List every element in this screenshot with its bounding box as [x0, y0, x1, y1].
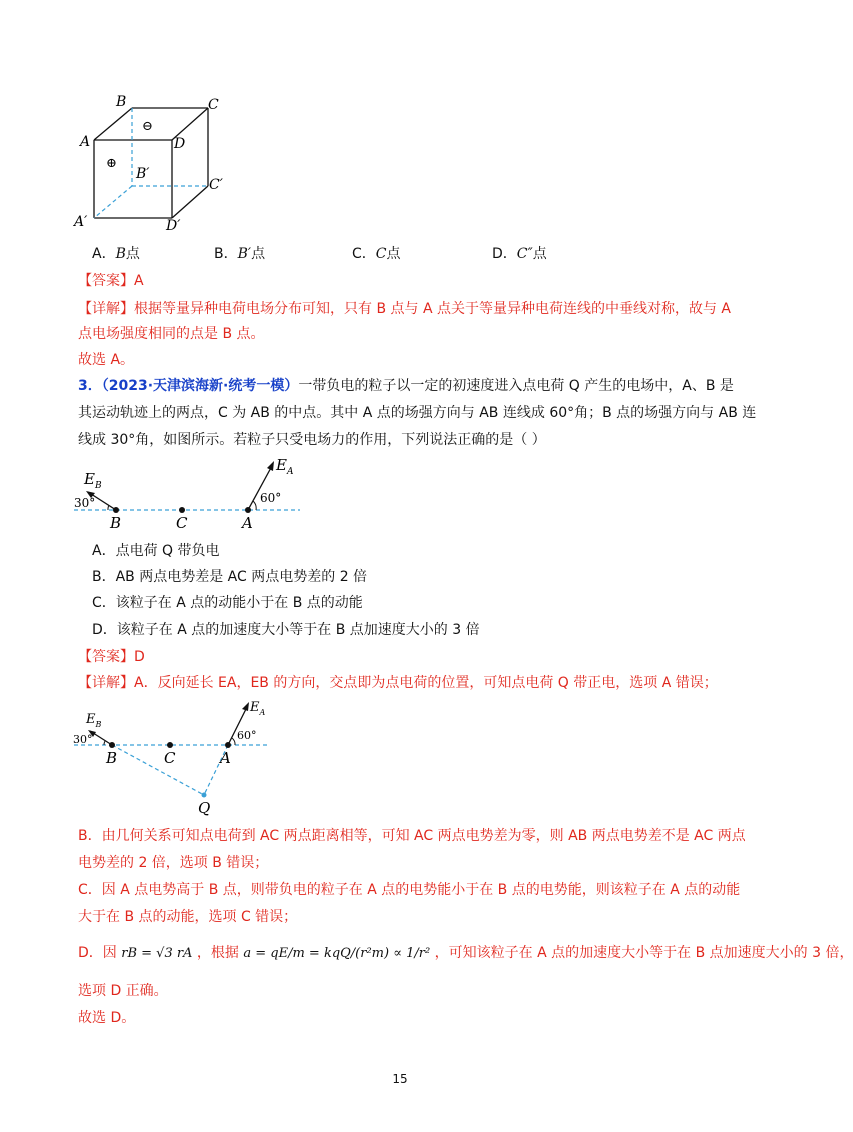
q3-option-b: B．AB 两点电势差是 AC 两点电势差的 2 倍	[92, 569, 368, 585]
ea-label: $E_A$	[276, 456, 294, 477]
q2-option-c: C．C点	[352, 246, 401, 262]
q3-stem-line2: 其运动轨迹上的两点，C 为 AB 的中点。其中 A 点的场强方向与 AB 连线成 60°角；B 点的场强方向与 AB 连	[78, 405, 757, 421]
positive-charge-icon: ⊕	[106, 156, 117, 171]
q3-detail-d1: D．因 rB = √3 rA ，根据 a = qE/m = kqQ/(r²m) ∝ 1/r² ，可知该粒子在 A 点的加速度大小等于在 B 点加速度大小的 3 倍，	[78, 945, 853, 961]
cube-label-a-prime: A′	[74, 214, 88, 230]
cube-edge	[94, 108, 132, 140]
q3-detail-a: 【详解】A．反向延长 EA，EB 的方向，交点即为点电荷的位置，可知点电荷 Q 带正电，选项 A 错误；	[78, 675, 718, 691]
q2-option-a: A．B点	[92, 246, 140, 262]
angle-label-60: 60°	[237, 729, 257, 742]
ea-arrowhead	[242, 702, 249, 711]
q3-number: 3．	[78, 378, 102, 394]
point-b	[109, 742, 115, 748]
negative-charge-icon: ⊖	[142, 119, 153, 134]
q3-detail-b1: B．由几何关系可知点电荷到 AC 两点距离相等，可知 AC 两点电势差为零，则 AB 两点电势差不是 AC 两点	[78, 828, 746, 844]
q3-answer: 【答案】D	[78, 649, 145, 665]
cube-label-a: A	[80, 134, 91, 150]
label-c: C	[164, 749, 176, 767]
point-q	[202, 793, 207, 798]
point-a	[245, 507, 251, 513]
q3-detail-d2: 选项 D 正确。	[78, 983, 168, 999]
label-a: A	[242, 514, 253, 532]
q2-answer: 【答案】A	[78, 273, 144, 289]
ea-arrowhead	[267, 461, 274, 471]
bq-dashed-line	[112, 745, 204, 795]
cube-edge	[172, 186, 208, 218]
cube-label-d-prime: D′	[166, 218, 181, 234]
field-figure	[70, 450, 310, 535]
angle-label-30: 30°	[74, 496, 96, 510]
q3-option-c: C．该粒子在 A 点的动能小于在 B 点的动能	[92, 595, 363, 611]
cube-label-b: B	[116, 94, 127, 110]
cube-label-b-prime: B′	[136, 166, 150, 182]
eb-label: $E_B$	[86, 712, 102, 729]
eb-label: $E_B$	[84, 470, 102, 491]
formula-rb-ra: rB = √3 rA	[121, 946, 193, 961]
point-b	[113, 507, 119, 513]
cube-hidden-edge	[94, 186, 132, 218]
cube-label-d: D	[174, 136, 186, 152]
angle-arc-30	[108, 505, 109, 510]
q3-conclusion: 故选 D。	[78, 1010, 136, 1026]
q3-stem-text: 一带负电的粒子以一定的初速度进入点电荷 Q 产生的电场中，A、B 是	[298, 378, 734, 394]
q3-detail-b2: 电势差的 2 倍，选项 B 错误；	[78, 855, 269, 871]
point-a	[225, 742, 231, 748]
angle-arc-60	[232, 738, 235, 745]
label-c: C	[176, 514, 188, 532]
q3-detail-c1: C．因 A 点电势高于 B 点，则带负电的粒子在 A 点的电势能小于在 B 点的电势能，则该粒子在 A 点的动能	[78, 882, 741, 898]
q3-stem-line3: 线成 30°角，如图所示。若粒子只受电场力的作用，下列说法正确的是（ ）	[78, 432, 546, 448]
page-number: 15	[392, 1072, 408, 1086]
point-c	[179, 507, 185, 513]
q2-option-d: D．C″点	[492, 246, 547, 262]
solution-figure	[70, 695, 290, 820]
cube-label-c: C	[208, 97, 219, 113]
angle-arc-60	[253, 501, 256, 510]
q3-option-d: D．该粒子在 A 点的加速度大小等于在 B 点加速度大小的 3 倍	[92, 622, 480, 638]
cube-label-c-prime: C′	[209, 177, 223, 193]
ea-label: $E_A$	[250, 700, 266, 717]
q2-option-b: B．B′点	[214, 246, 266, 262]
q3-source: （2023·天津滨海新·统考一模）	[101, 378, 299, 394]
label-b: B	[106, 749, 118, 767]
label-q: Q	[198, 799, 211, 817]
formula-acceleration: a = qE/m = kqQ/(r²m) ∝ 1/r²	[243, 946, 431, 961]
point-c	[167, 742, 173, 748]
cube-figure	[70, 92, 240, 237]
q2-detail-line1: 【详解】根据等量异种电荷电场分布可知，只有 B 点与 A 点关于等量异种电荷连线的中垂线对称，故与 A	[78, 301, 732, 317]
q3-option-a: A．点电荷 Q 带负电	[92, 543, 220, 559]
angle-label-30: 30°	[73, 733, 93, 746]
label-a: A	[220, 749, 231, 767]
q3-detail-c2: 大于在 B 点的动能，选项 C 错误；	[78, 909, 298, 925]
angle-label-60: 60°	[260, 491, 282, 505]
q2-conclusion: 故选 A。	[78, 352, 135, 368]
q2-detail-line2: 点电场强度相同的点是 B 点。	[78, 326, 265, 342]
q3-stem-line1	[78, 376, 734, 396]
label-b: B	[110, 514, 122, 532]
